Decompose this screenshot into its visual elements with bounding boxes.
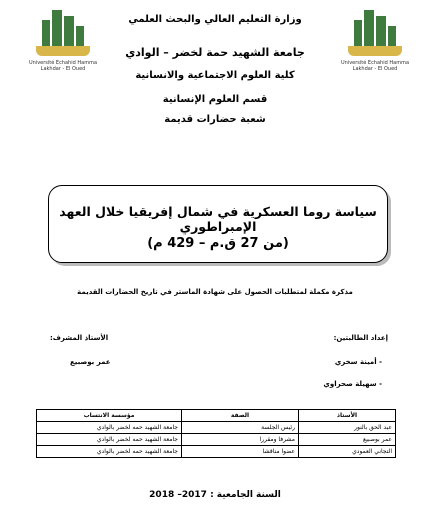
thesis-title: سياسة روما العسكرية في شمال إفريقيا خلال العهد الإمبراطوري xyxy=(59,204,377,234)
supervisor-heading: الأستاذ المشرف: xyxy=(50,334,109,342)
thesis-title-box xyxy=(48,185,388,263)
table-row xyxy=(37,422,396,434)
student-name: - أمينة سخري xyxy=(334,358,382,366)
university-line: جامعة الشهيد حمة لخضر – الوادي xyxy=(125,46,305,59)
table-row xyxy=(37,446,396,458)
column-header: الأستاذ xyxy=(299,410,396,422)
supervisor-name: عمر بوصبيع xyxy=(70,358,111,366)
table-cell: عضوا مناقشا xyxy=(182,446,299,458)
ministry-line: وزارة التعليم العالي والبحث العلمي xyxy=(128,14,302,25)
table-cell: التجاني العمودي xyxy=(299,446,396,458)
faculty-line: كلية العلوم الاجتماعية والانسانية xyxy=(135,70,295,81)
student-name: - سهيلة صحراوي xyxy=(323,380,382,388)
table-cell: مشرفا ومقررا xyxy=(182,434,299,446)
branch-line: شعبة حضارات قديمة xyxy=(164,114,266,125)
column-header: الصفة xyxy=(182,410,299,422)
jury-table xyxy=(36,409,396,458)
table-row xyxy=(37,434,396,446)
table-cell: جامعة الشهيد حمه لخضر بالوادي xyxy=(37,422,182,434)
table-cell: جامعة الشهيد حمه لخضر بالوادي xyxy=(37,434,182,446)
logo-caption: Université Echahid Hamma Lakhdar - El Oued xyxy=(28,60,98,72)
thesis-subtitle: مذكرة مكملة لمتطلبات الحصول على شهادة الماستر في تاريخ الحضارات القديمة xyxy=(77,288,353,296)
table-cell: عمر بوصبيع xyxy=(299,434,396,446)
students-heading: إعداد الطالبتين: xyxy=(333,334,388,342)
thesis-period: (من 27 ق.م – 429 م) xyxy=(147,236,289,251)
table-cell: رئيس الجلسة xyxy=(182,422,299,434)
column-header: مؤسسة الانتساب xyxy=(37,410,182,422)
table-cell: عبد الحق بالنور xyxy=(299,422,396,434)
table-cell: جامعة الشهيد حمه لخضر بالوادي xyxy=(37,446,182,458)
table-header-row xyxy=(37,410,396,422)
logo-caption: Université Echahid Hamma Lakhdar - El Oued xyxy=(340,60,410,72)
academic-year: السنة الجامعية : 2017– 2018 xyxy=(149,490,281,500)
department-line: قسم العلوم الإنسانية xyxy=(162,94,268,105)
